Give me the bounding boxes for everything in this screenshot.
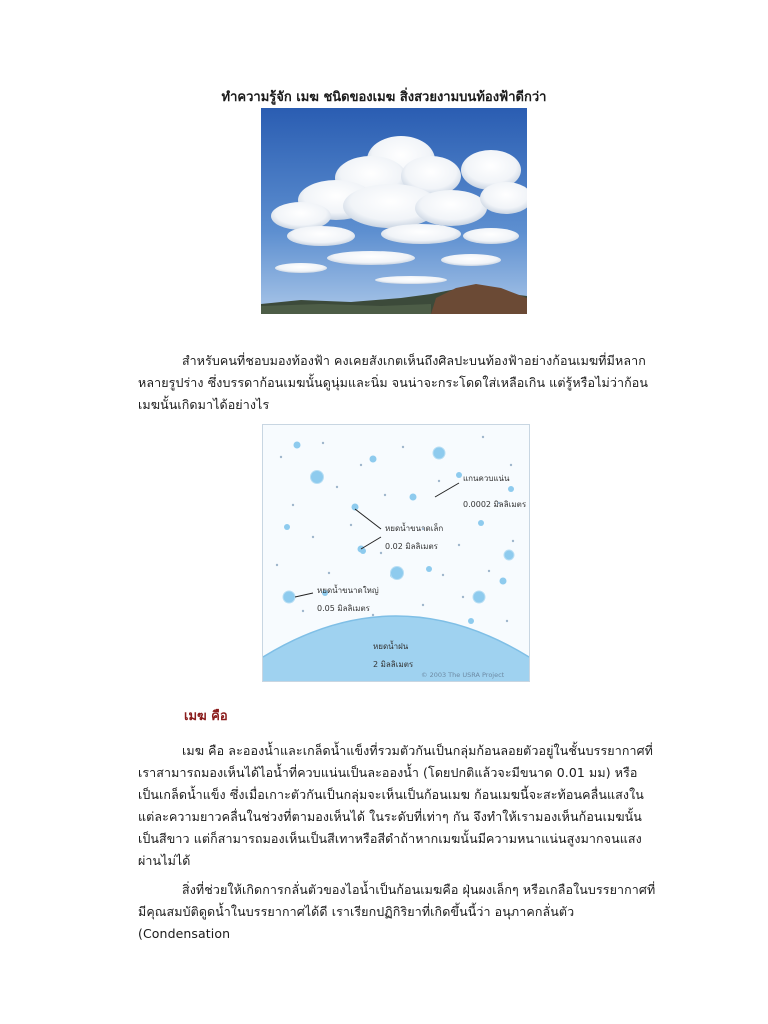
diagram-credit: © 2003 The USRA Project (421, 671, 505, 679)
definition-paragraph: เมฆ คือ ละอองน้ำและเกล็ดน้ำแข็งที่รวมตัวกันเป็นกลุ่มก้อนลอยตัวอยู่ในชั้นบรรยากาศที่เราสามารถมองเห็นได้ไอน้ำที่ควบแน่นเป็นละอองน้ำ (โดยปกติแล้วจะมีขนาด 0.01 มม) หรือเป็นเกล็ดน้ำแข็ง ซึ่งเมื่อเกาะตัวกันเป็นกลุ่มจะเห็นเป็นก้อนเมฆ ก้อนเมฆนี้จะสะท้อนคลื่นแสงในแต่ละความยาวคลื่นในช่วงที่ตามองเห็นได้ ในระดับที่เท่าๆ กัน จึงทำให้เรามองเห็นก้อนเมฆนั้นเป็นสีขาว แต่ก็สามารถมองเห็นเป็นสีเทาหรือสีดำถ้าหากเมฆนั้นมีความหนาแน่นสูงมากจนแสงผ่านไม่ได้ (138, 743, 653, 868)
label-large-droplet: หยดน้ำขนาดใหญ่ (317, 586, 379, 595)
label-large-droplet-size: 0.05 มิลลิเมตร (317, 604, 370, 613)
sky-clouds-photo (261, 108, 527, 314)
label-raindrop-size: 2 มิลลิเมตร (373, 660, 414, 669)
page-title: ทำความรู้จัก เมฆ ชนิดของเมฆ สิ่งสวยงามบนท้องฟ้าดีกว่า (221, 90, 547, 105)
label-small-droplet: หยดน้ำขนาดเล็ก (385, 524, 444, 533)
section-heading: เมฆ คือ (184, 709, 228, 724)
label-nucleus: แกนควบแน่น (463, 474, 510, 483)
condensation-paragraph: สิ่งที่ช่วยให้เกิดการกลั่นตัวของไอน้ำเป็นก้อนเมฆคือ ฝุ่นผงเล็กๆ หรือเกลือในบรรยากาศที่มีคุณสมบัติดูดน้ำในบรรยากาศได้ดี เราเรียกปฏิกิริยาที่เกิดขึ้นนี้ว่า อนุภาคกลั่นตัว (Condensation (138, 882, 656, 941)
label-raindrop: หยดน้ำฝน (373, 642, 409, 651)
label-nucleus-size: 0.0002 มิลลิเมตร (463, 500, 527, 509)
droplet-size-diagram (262, 424, 530, 682)
intro-paragraph: สำหรับคนที่ชอบมองท้องฟ้า คงเคยสังเกตเห็นถึงศิลปะบนท้องฟ้าอย่างก้อนเมฆที่มีหลากหลายรูปร่าง ซึ่งบรรดาก้อนเมฆนั้นดูนุ่มและนิ่ม จนน่าจะกระโดดใส่เหลือเกิน แต่รู้หรือไม่ว่าก้อนเมฆนั้นเกิดมาได้อย่างไร (138, 353, 648, 412)
label-small-droplet-size: 0.02 มิลลิเมตร (385, 542, 438, 551)
